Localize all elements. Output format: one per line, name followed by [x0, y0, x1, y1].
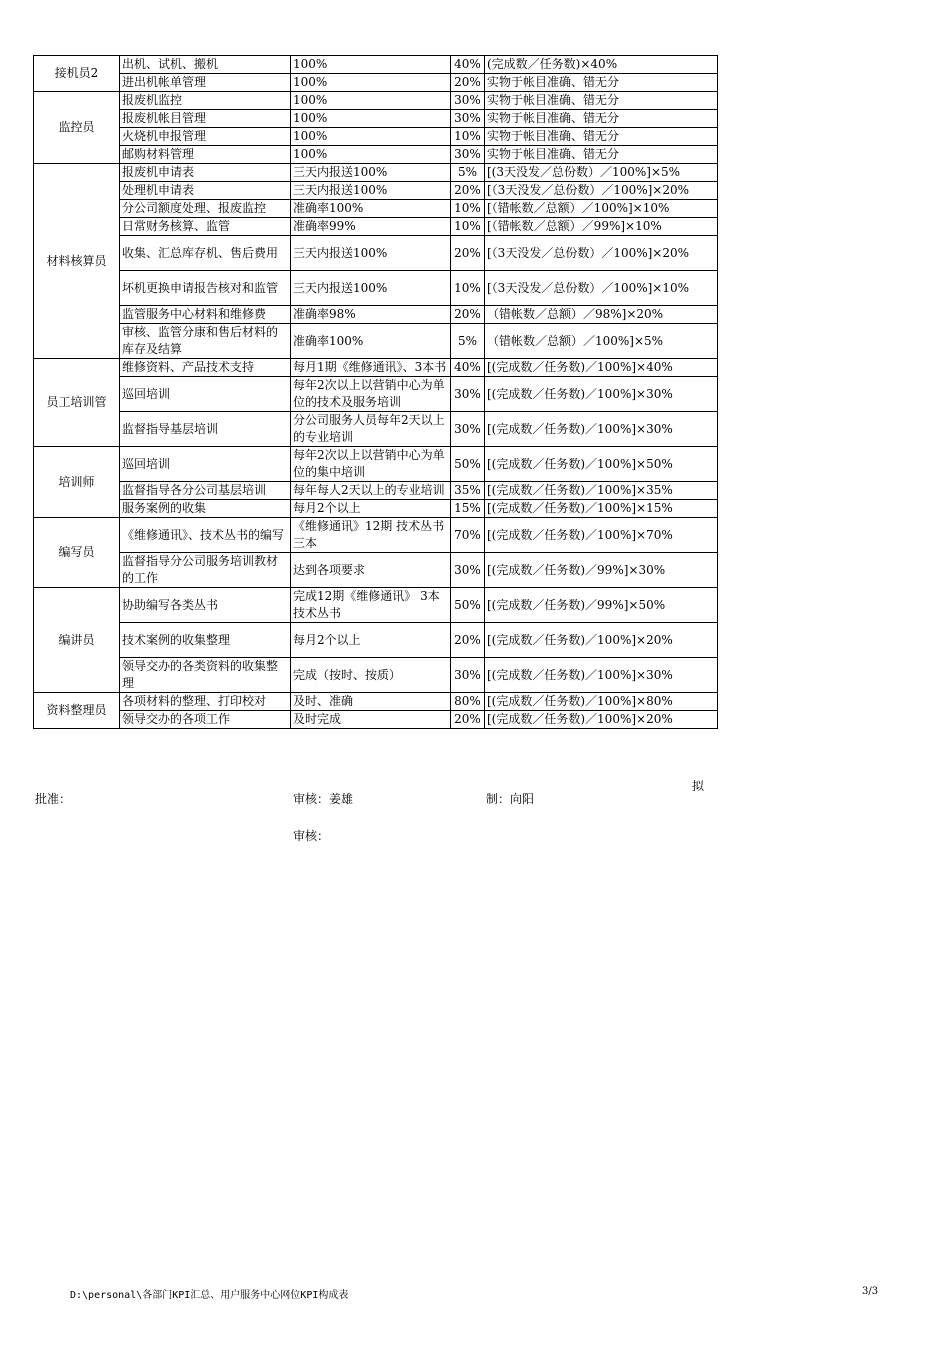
formula-cell: （错帐数／总额）／100%]×5%	[485, 324, 718, 359]
standard-cell: 每年每人2天以上的专业培训	[291, 482, 451, 500]
table-row	[34, 377, 718, 412]
table-row	[34, 182, 718, 200]
formula-cell: [（错帐数／总额）／99%]×10%	[485, 218, 718, 236]
task-cell: 巡回培训	[120, 377, 291, 412]
formula-cell: 实物于帐目准确、错无分	[485, 110, 718, 128]
table-row	[34, 553, 718, 588]
standard-cell: 完成（按时、按质）	[291, 658, 451, 693]
table-row	[34, 306, 718, 324]
formula-cell: [(完成数／任务数)／100%]×40%	[485, 359, 718, 377]
task-cell: 收集、汇总库存机、售后费用	[120, 236, 291, 271]
task-cell: 监督指导基层培训	[120, 412, 291, 447]
table-row	[34, 164, 718, 182]
standard-cell: 达到各项要求	[291, 553, 451, 588]
task-cell: 监管服务中心材料和维修费	[120, 306, 291, 324]
weight-cell: 30%	[451, 146, 485, 164]
weight-cell: 20%	[451, 306, 485, 324]
formula-cell: [(3天没发／总份数）／100%]×5%	[485, 164, 718, 182]
formula-cell: [（错帐数／总额）／100%]×10%	[485, 200, 718, 218]
weight-cell: 35%	[451, 482, 485, 500]
standard-cell: 100%	[291, 146, 451, 164]
weight-cell: 20%	[451, 623, 485, 658]
standard-cell: 分公司服务人员每年2天以上的专业培训	[291, 412, 451, 447]
standard-cell: 100%	[291, 110, 451, 128]
role-cell: 培训师	[34, 447, 120, 518]
table-row	[34, 412, 718, 447]
role-cell: 员工培训管	[34, 359, 120, 447]
task-cell: 坏机更换申请报告核对和监管	[120, 271, 291, 306]
table-row	[34, 74, 718, 92]
standard-cell: 每月1期《维修通讯》、3本书	[291, 359, 451, 377]
weight-cell: 10%	[451, 200, 485, 218]
table-row	[34, 518, 718, 553]
task-cell: 领导交办的各类资料的收集整理	[120, 658, 291, 693]
weight-cell: 30%	[451, 92, 485, 110]
standard-cell: 三天内报送100%	[291, 236, 451, 271]
standard-cell: 每月2个以上	[291, 623, 451, 658]
role-cell: 接机员2	[34, 56, 120, 92]
formula-cell: [(完成数／任务数)／100%]×20%	[485, 711, 718, 729]
standard-cell: 《维修通讯》12期 技术丛书三本	[291, 518, 451, 553]
standard-cell: 100%	[291, 128, 451, 146]
standard-cell: 100%	[291, 56, 451, 74]
table-row	[34, 359, 718, 377]
weight-cell: 10%	[451, 128, 485, 146]
formula-cell: [(完成数／任务数)／99%]×50%	[485, 588, 718, 623]
formula-cell: 实物于帐目准确、错无分	[485, 74, 718, 92]
weight-cell: 20%	[451, 182, 485, 200]
task-cell: 邮购材料管理	[120, 146, 291, 164]
task-cell: 服务案例的收集	[120, 500, 291, 518]
file-path: D:\personal\各部门KPI汇总、用户服务中心网位KPI构成表	[70, 1290, 349, 1301]
standard-cell: 准确率98%	[291, 306, 451, 324]
table-row	[34, 92, 718, 110]
weight-cell: 5%	[451, 324, 485, 359]
formula-cell: （错帐数／总额）／98%]×20%	[485, 306, 718, 324]
weight-cell: 40%	[451, 359, 485, 377]
weight-cell: 30%	[451, 658, 485, 693]
table-row	[34, 658, 718, 693]
table-row	[34, 128, 718, 146]
draft-label-a: 拟	[692, 779, 705, 793]
role-cell: 监控员	[34, 92, 120, 164]
approve-label: 批准：	[35, 792, 72, 806]
kpi-table	[33, 55, 718, 729]
task-cell: 各项材料的整理、打印校对	[120, 693, 291, 711]
standard-cell: 准确率100%	[291, 324, 451, 359]
table-row	[34, 500, 718, 518]
table-row	[34, 218, 718, 236]
table-row	[34, 447, 718, 482]
formula-cell: [(完成数／任务数)／100%]×70%	[485, 518, 718, 553]
formula-cell: [(完成数／任务数)／100%]×30%	[485, 412, 718, 447]
table-row	[34, 623, 718, 658]
formula-cell: [（3天没发／总份数）／100%]×20%	[485, 182, 718, 200]
standard-cell: 100%	[291, 74, 451, 92]
standard-cell: 每月2个以上	[291, 500, 451, 518]
draft-label-b: 制：向阳	[486, 792, 535, 806]
standard-cell: 及时、准确	[291, 693, 451, 711]
task-cell: 技术案例的收集整理	[120, 623, 291, 658]
formula-cell: [(完成数／任务数)／100%]×80%	[485, 693, 718, 711]
formula-cell: [(完成数／任务数)／100%]×50%	[485, 447, 718, 482]
task-cell: 火烧机申报管理	[120, 128, 291, 146]
weight-cell: 80%	[451, 693, 485, 711]
formula-cell: [（3天没发／总份数）／100%]×10%	[485, 271, 718, 306]
weight-cell: 15%	[451, 500, 485, 518]
table-row	[34, 588, 718, 623]
formula-cell: [(完成数／任务数)／100%]×30%	[485, 658, 718, 693]
table-row	[34, 146, 718, 164]
weight-cell: 70%	[451, 518, 485, 553]
formula-cell: 实物于帐目准确、错无分	[485, 128, 718, 146]
standard-cell: 三天内报送100%	[291, 164, 451, 182]
review-label: 审核：姜雄	[293, 792, 354, 806]
weight-cell: 30%	[451, 412, 485, 447]
table-row	[34, 200, 718, 218]
weight-cell: 30%	[451, 553, 485, 588]
weight-cell: 40%	[451, 56, 485, 74]
standard-cell: 准确率99%	[291, 218, 451, 236]
task-cell: 审核、监管分康和售后材料的库存及结算	[120, 324, 291, 359]
formula-cell: [(完成数／任务数)／99%]×30%	[485, 553, 718, 588]
weight-cell: 30%	[451, 377, 485, 412]
task-cell: 报废机申请表	[120, 164, 291, 182]
weight-cell: 20%	[451, 74, 485, 92]
task-cell: 分公司额度处理、报废监控	[120, 200, 291, 218]
role-cell: 资料整理员	[34, 693, 120, 729]
weight-cell: 30%	[451, 110, 485, 128]
task-cell: 监督指导分公司服务培训教材的工作	[120, 553, 291, 588]
standard-cell: 三天内报送100%	[291, 182, 451, 200]
review2-label: 审核：	[293, 829, 330, 843]
task-cell: 《维修通讯》、技术丛书的编写	[120, 518, 291, 553]
table-row	[34, 110, 718, 128]
formula-cell: [(完成数／任务数)／100%]×15%	[485, 500, 718, 518]
table-row	[34, 271, 718, 306]
weight-cell: 20%	[451, 711, 485, 729]
table-row	[34, 56, 718, 74]
weight-cell: 10%	[451, 218, 485, 236]
table-row	[34, 693, 718, 711]
weight-cell: 5%	[451, 164, 485, 182]
formula-cell: [(完成数／任务数)／100%]×20%	[485, 623, 718, 658]
standard-cell: 准确率100%	[291, 200, 451, 218]
task-cell: 出机、试机、搬机	[120, 56, 291, 74]
task-cell: 巡回培训	[120, 447, 291, 482]
standard-cell: 完成12期《维修通讯》 3本技术丛书	[291, 588, 451, 623]
table-row	[34, 482, 718, 500]
task-cell: 监督指导各分公司基层培训	[120, 482, 291, 500]
table-row	[34, 711, 718, 729]
task-cell: 进出机帐单管理	[120, 74, 291, 92]
weight-cell: 20%	[451, 236, 485, 271]
formula-cell: 实物于帐目准确、错无分	[485, 146, 718, 164]
task-cell: 处理机申请表	[120, 182, 291, 200]
task-cell: 协助编写各类丛书	[120, 588, 291, 623]
formula-cell: [(完成数／任务数)／100%]×35%	[485, 482, 718, 500]
standard-cell: 及时完成	[291, 711, 451, 729]
task-cell: 报废机监控	[120, 92, 291, 110]
page-number: 3/3	[862, 1286, 879, 1297]
standard-cell: 每年2次以上以营销中心为单位的集中培训	[291, 447, 451, 482]
formula-cell: (完成数／任务数)×40%	[485, 56, 718, 74]
role-cell: 编讲员	[34, 588, 120, 693]
table-row	[34, 236, 718, 271]
role-cell: 材料核算员	[34, 164, 120, 359]
formula-cell: [(完成数／任务数)／100%]×30%	[485, 377, 718, 412]
role-cell: 编写员	[34, 518, 120, 588]
weight-cell: 50%	[451, 447, 485, 482]
task-cell: 维修资料、产品技术支持	[120, 359, 291, 377]
standard-cell: 三天内报送100%	[291, 271, 451, 306]
standard-cell: 每年2次以上以营销中心为单位的技术及服务培训	[291, 377, 451, 412]
kpi-table-body	[34, 56, 718, 729]
task-cell: 领导交办的各项工作	[120, 711, 291, 729]
task-cell: 报废机帐目管理	[120, 110, 291, 128]
table-row	[34, 324, 718, 359]
formula-cell: [（3天没发／总份数）／100%]×20%	[485, 236, 718, 271]
weight-cell: 10%	[451, 271, 485, 306]
task-cell: 日常财务核算、监管	[120, 218, 291, 236]
formula-cell: 实物于帐目准确、错无分	[485, 92, 718, 110]
standard-cell: 100%	[291, 92, 451, 110]
weight-cell: 50%	[451, 588, 485, 623]
